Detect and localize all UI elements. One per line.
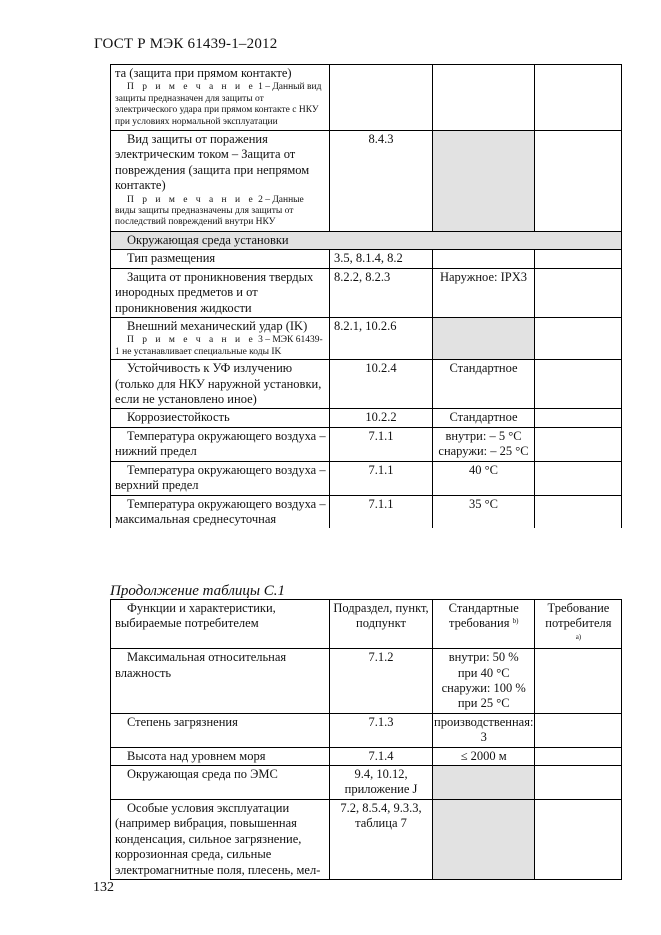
table-row bbox=[111, 360, 622, 409]
document-header: ГОСТ Р МЭК 61439-1–2012 bbox=[94, 36, 278, 52]
table-row bbox=[111, 409, 622, 427]
standard-cell: внутри: – 5 °C снаружи: – 25 °C bbox=[433, 427, 535, 461]
header-functions: Функции и характеристики, выбираемые потребителем bbox=[111, 600, 330, 649]
subclause-cell: 8.2.1, 10.2.6 bbox=[330, 318, 433, 360]
row-title: Температура окружающего воздуха – максимальная среднесуточная bbox=[111, 495, 330, 528]
table-upper bbox=[110, 64, 622, 528]
subclause-cell: 8.2.2, 8.2.3 bbox=[330, 268, 433, 317]
subclause-cell: 7.1.2 bbox=[330, 649, 433, 714]
row-note: П р и м е ч а н и е 1 – Данный вид защиты предназначен для защиты от электрического удара при прямом контакте с НКУ при условиях нормальной эксплуатации bbox=[115, 82, 322, 127]
standard-cell: производственная: 3 bbox=[433, 713, 535, 747]
requirement-cell bbox=[535, 409, 622, 427]
standard-cell: 40 °C bbox=[433, 461, 535, 495]
standard-cell: 35 °C bbox=[433, 495, 535, 528]
subclause-cell: 10.2.2 bbox=[330, 409, 433, 427]
row-title: Особые условия эксплуатации (например вибрация, повышенная конденсация, сильное загрязнение, коррозионная среда, сильные электромагнитные поля, плесень, мел- bbox=[111, 799, 330, 879]
requirement-cell bbox=[535, 250, 622, 268]
subclause-cell: 7.1.1 bbox=[330, 427, 433, 461]
section-row bbox=[111, 232, 622, 250]
row-title: та (защита при прямом контакте) bbox=[115, 66, 292, 80]
row-title: Внешний механический удар (IK) bbox=[127, 319, 308, 334]
subclause-cell: 7.1.1 bbox=[330, 461, 433, 495]
subclause-cell: 3.5, 8.1.4, 8.2 bbox=[330, 250, 433, 268]
standard-cell: Наружное: IPX3 bbox=[433, 268, 535, 317]
requirement-cell bbox=[535, 360, 622, 409]
requirement-cell bbox=[535, 649, 622, 714]
table-header-row bbox=[111, 600, 622, 649]
requirement-cell bbox=[535, 268, 622, 317]
standard-cell: Стандартное bbox=[433, 409, 535, 427]
standard-cell bbox=[433, 766, 535, 800]
subclause-cell: 8.4.3 bbox=[330, 131, 433, 232]
row-title: Устойчивость к УФ излучению (только для НКУ наружной установки, если не установлено иное) bbox=[111, 360, 330, 409]
subclause-cell: 7.1.4 bbox=[330, 747, 433, 765]
standard-cell bbox=[433, 799, 535, 879]
standard-cell bbox=[433, 318, 535, 360]
standard-cell: внутри: 50 % при 40 °C снаружи: 100 % при 25 °C bbox=[433, 649, 535, 714]
header-standard: Стандартные требования $^{b)}$ bbox=[433, 600, 535, 649]
row-title: Окружающая среда по ЭМС bbox=[111, 766, 330, 800]
row-title: Коррозиестойкость bbox=[111, 409, 330, 427]
standard-cell bbox=[433, 65, 535, 131]
table-row bbox=[111, 427, 622, 461]
requirement-cell bbox=[535, 131, 622, 232]
table-row bbox=[111, 766, 622, 800]
row-title: Вид защиты от поражения электрическим током – Защита от повреждения (защита при непрямом контакте) bbox=[115, 132, 310, 193]
row-note: П р и м е ч а н и е 3 – МЭК 61439-1 не устанавливает специальные коды IK bbox=[115, 335, 323, 357]
table-row bbox=[111, 649, 622, 714]
table-row bbox=[111, 747, 622, 765]
subclause-cell bbox=[330, 65, 433, 131]
subclause-cell: 10.2.4 bbox=[330, 360, 433, 409]
subclause-cell: 7.2, 8.5.4, 9.3.3, таблица 7 bbox=[330, 799, 433, 879]
requirement-cell bbox=[535, 747, 622, 765]
row-title: Степень загрязнения bbox=[111, 713, 330, 747]
subclause-cell: 7.1.3 bbox=[330, 713, 433, 747]
row-title: Температура окружающего воздуха – нижний предел bbox=[111, 427, 330, 461]
table-row bbox=[111, 799, 622, 879]
table-lower bbox=[110, 599, 622, 880]
table-row bbox=[111, 713, 622, 747]
standard-cell: ≤ 2000 м bbox=[433, 747, 535, 765]
table-caption: Продолжение таблицы С.1 bbox=[110, 583, 286, 599]
requirement-cell bbox=[535, 65, 622, 131]
requirement-cell bbox=[535, 766, 622, 800]
requirement-cell bbox=[535, 427, 622, 461]
requirement-cell bbox=[535, 318, 622, 360]
row-title: Тип размещения bbox=[111, 250, 330, 268]
table-row bbox=[111, 250, 622, 268]
standard-cell bbox=[433, 131, 535, 232]
header-subclause: Подраздел, пункт, подпункт bbox=[330, 600, 433, 649]
subclause-cell: 7.1.1 bbox=[330, 495, 433, 528]
requirement-cell bbox=[535, 713, 622, 747]
row-title: Защита от проникновения твердых инородных предметов и от проникновения жидкости bbox=[111, 268, 330, 317]
row-note: П р и м е ч а н и е 2 – Данные виды защиты предназначены для защиты от последствий повреждений внутри НКУ bbox=[115, 194, 304, 228]
requirement-cell bbox=[535, 461, 622, 495]
subclause-cell: 9.4, 10.12, приложение J bbox=[330, 766, 433, 800]
table-row bbox=[111, 268, 622, 317]
header-requirement: Требование потребителя $^{a)}$ bbox=[535, 600, 622, 649]
standard-cell: Стандартное bbox=[433, 360, 535, 409]
requirement-cell bbox=[535, 799, 622, 879]
standard-cell bbox=[433, 250, 535, 268]
table-row bbox=[111, 461, 622, 495]
page-number: 132 bbox=[93, 880, 114, 895]
row-title: Температура окружающего воздуха – верхний предел bbox=[111, 461, 330, 495]
row-title: Максимальная относительная влажность bbox=[111, 649, 330, 714]
requirement-cell bbox=[535, 495, 622, 528]
table-row bbox=[111, 495, 622, 528]
table-row bbox=[111, 318, 622, 360]
row-title: Высота над уровнем моря bbox=[111, 747, 330, 765]
table-row bbox=[111, 131, 622, 232]
table-row bbox=[111, 65, 622, 131]
section-heading: Окружающая среда установки bbox=[111, 232, 622, 250]
